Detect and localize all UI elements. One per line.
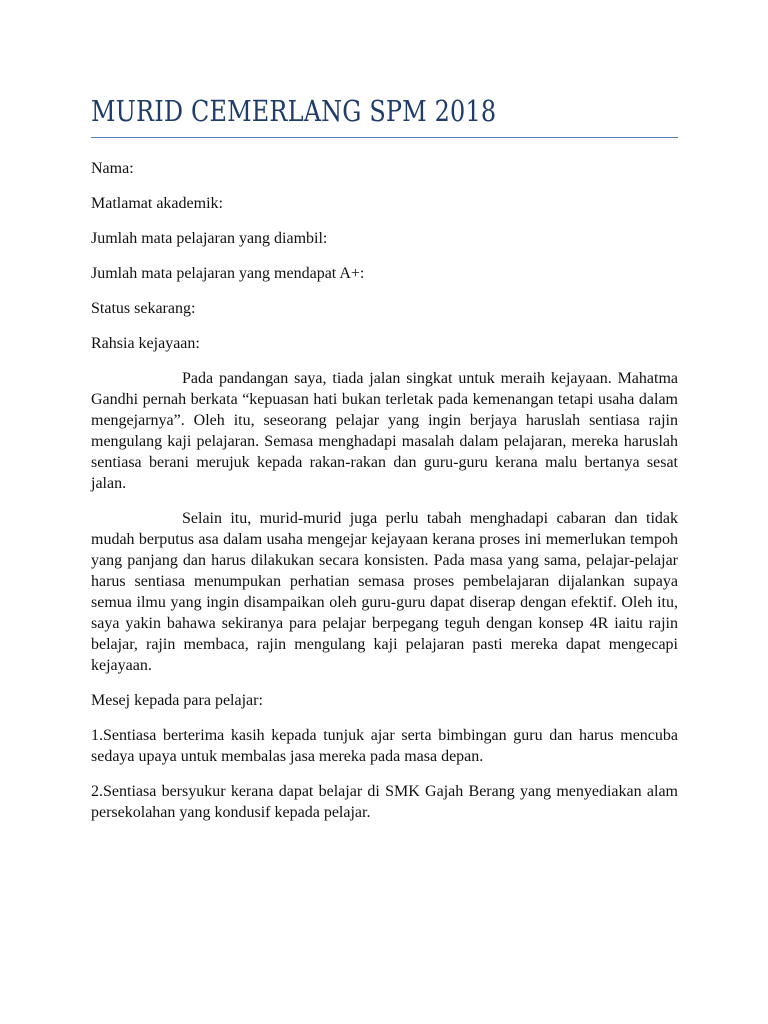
field-matlamat-akademik: Matlamat akademik:: [91, 195, 223, 212]
field-nama: Nama:: [91, 160, 134, 177]
message-heading: Mesej kepada para pelajar:: [91, 692, 263, 709]
paragraph-2: Selain itu, murid-murid juga perlu tabah menghadapi cabaran dan tidak mudah berputus asa dalam usaha mengejar kejayaan kerana proses ini memerlukan tempoh yang panjang dan harus dilakukan secara konsisten. Pada masa yang sama, pelajar-pelajar harus sentiasa menumpukan perhatian semasa proses pembelajaran dijalankan supaya semua ilmu yang ingin disampaikan oleh guru-guru dapat diserap dengan efektif. Oleh itu, saya yakin bahawa sekiranya para pelajar berpegang teguh dengan konsep 4R iaitu rajin belajar, rajin membaca, rajin mengulang kaji pelajaran pasti mereka dapat mengecapi kejayaan.: [91, 510, 678, 674]
message-1: 1.Sentiasa berterima kasih kepada tunjuk ajar serta bimbingan guru dan harus mencuba sedaya upaya untuk membalas jasa mereka pada masa depan.: [91, 727, 678, 765]
document-page: [91, 0, 678, 1024]
field-jumlah-a-plus: Jumlah mata pelajaran yang mendapat A+:: [91, 265, 365, 282]
message-2: 2.Sentiasa bersyukur kerana dapat belajar di SMK Gajah Berang yang menyediakan alam persekolahan yang kondusif kepada pelajar.: [91, 783, 678, 821]
paragraph-1: Pada pandangan saya, tiada jalan singkat untuk meraih kejayaan. Mahatma Gandhi pernah berkata “kepuasan hati bukan terletak pada kemenangan tetapi usaha dalam mengejarnya”. Oleh itu, seseorang pelajar yang ingin berjaya haruslah sentiasa rajin mengulang kaji pelajaran. Semasa menghadapi masalah dalam pelajaran, mereka haruslah sentiasa berani merujuk kepada rakan-rakan dan guru-guru kerana malu bertanya sesat jalan.: [91, 370, 678, 492]
document-body: [91, 158, 678, 837]
title-underline: [91, 137, 678, 138]
document-title: MURID CEMERLANG SPM 2018: [91, 95, 497, 128]
field-jumlah-diambil: Jumlah mata pelajaran yang diambil:: [91, 230, 328, 247]
field-status-sekarang: Status sekarang:: [91, 300, 196, 317]
field-rahsia-kejayaan: Rahsia kejayaan:: [91, 335, 200, 352]
